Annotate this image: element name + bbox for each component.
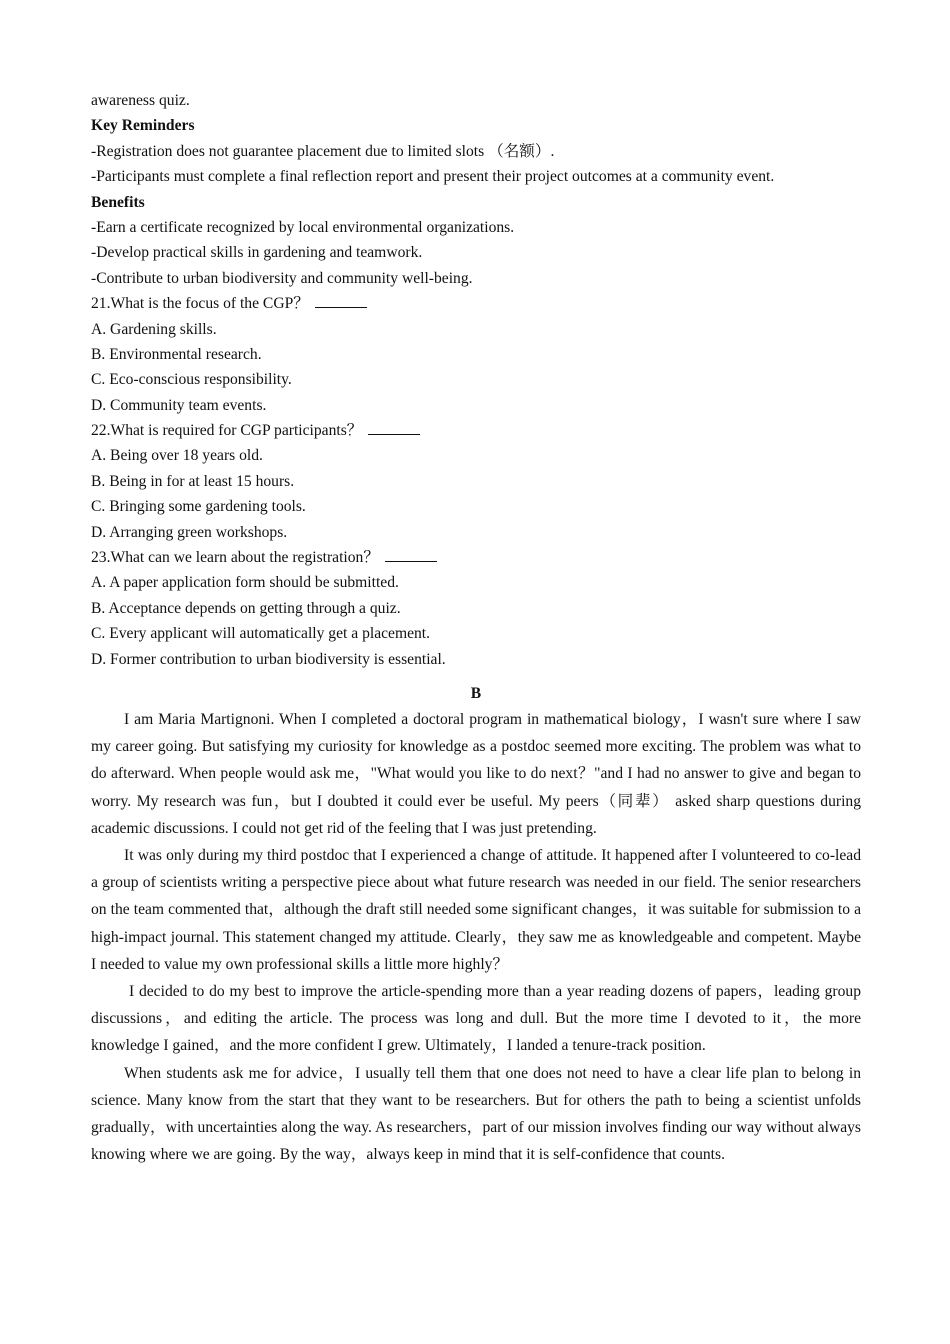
option: A. A paper application form should be submitted. — [91, 574, 399, 592]
passage-b-title: B — [470, 684, 482, 702]
key-reminders-heading: Key Reminders — [91, 117, 195, 135]
question-22 — [91, 418, 861, 443]
option: D. Community team events. — [91, 396, 267, 414]
option: C. Bringing some gardening tools. — [91, 498, 306, 516]
benefit-item: -Develop practical skills in gardening and teamwork. — [91, 244, 423, 262]
reminder-item: -Registration does not guarantee placement due to limited slots （名额）. — [91, 142, 555, 160]
option: D. Former contribution to urban biodiversity is essential. — [91, 650, 446, 668]
option: B. Environmental research. — [91, 345, 262, 363]
option: B. Acceptance depends on getting through a quiz. — [91, 599, 401, 617]
passage-paragraph: I decided to do my best to improve the article-spending more than a year reading dozens of papers，leading group discussions，and editing the article. The process was long and dull. But the more time I devoted to it，the more knowledge I gained，and the more confident I grew. Ultimately，I landed a tenure-track position. — [91, 983, 861, 1055]
option: D. Arranging green workshops. — [91, 523, 288, 541]
benefit-item: -Earn a certificate recognized by local environmental organizations. — [91, 218, 515, 236]
answer-blank — [315, 293, 367, 308]
question-stem: 23.What can we learn about the registration？ — [91, 549, 379, 567]
benefits-heading: Benefits — [91, 193, 145, 211]
option: B. Being in for at least 15 hours. — [91, 472, 295, 490]
exam-page — [91, 88, 861, 1168]
option: C. Eco-conscious responsibility. — [91, 371, 292, 389]
question-21 — [91, 291, 861, 316]
question-23 — [91, 545, 861, 570]
option: A. Gardening skills. — [91, 320, 217, 338]
option: A. Being over 18 years old. — [91, 447, 263, 465]
passage-paragraph: I am Maria Martignoni. When I completed a doctoral program in mathematical biology，I wasn't sure where I saw my career going. But satisfying my curiosity for knowledge as a postdoc seemed more exciting. The problem was what to do afterward. When people would ask me，"What would you like to do next？"and I had no answer to give and began to worry. My research was fun，but I doubted it could ever be useful. My peers（同辈） asked sharp questions during academic discussions. I could not get rid of the feeling that I was just pretending. — [91, 710, 861, 837]
answer-blank — [385, 547, 437, 562]
reminder-item: -Participants must complete a final reflection report and present their project outcomes at a community event. — [91, 168, 775, 186]
passage-paragraph: It was only during my third postdoc that I experienced a change of attitude. It happened after I volunteered to co-lead a group of scientists writing a perspective piece about what future research was needed in our field. The senior researchers on the team commented that，although the draft still needed some significant changes，it was suitable for submission to a high-impact journal. This statement changed my attitude. Clearly，they saw me as knowledgeable and competent. Maybe I needed to value my own professional skills a little more highly？ — [91, 847, 861, 973]
answer-blank — [368, 420, 420, 435]
question-stem: 21.What is the focus of the CGP？ — [91, 295, 309, 313]
option: C. Every applicant will automatically get a placement. — [91, 625, 431, 643]
question-stem: 22.What is required for CGP participants？ — [91, 422, 363, 440]
benefit-item: -Contribute to urban biodiversity and community well-being. — [91, 269, 473, 287]
passage-paragraph: When students ask me for advice，I usually tell them that one does not need to have a clear life plan to belong in science. Many know from the start that they want to be researchers. But for others the path to being a scientist unfolds gradually，with uncertainties along the way. As researchers，part of our mission involves finding our way without always knowing where we are going. By the way，always keep in mind that it is self-confidence that counts. — [91, 1064, 861, 1164]
intro-tail: awareness quiz. — [91, 92, 190, 109]
